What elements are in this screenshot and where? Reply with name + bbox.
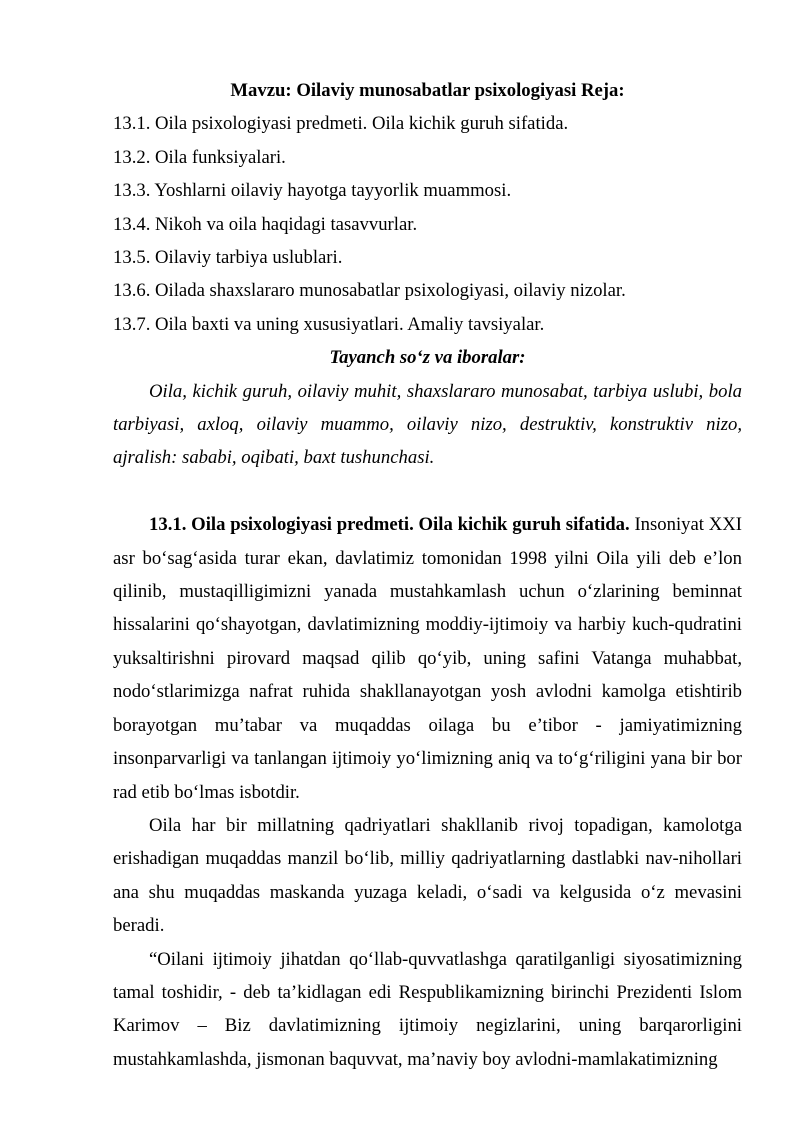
section-1-text: Insoniyat XXI asr bo‘sag‘asida turar ekan, davlatimiz tomonidan 1998 yilni Oila yili deb e’lon qilinib, mustaqilligimizni yanada mustahkamlash uchun o‘zlarining beminnat hissalarini qo‘shayotgan, davlatimizning moddiy-ijtimoiy va harbiy kuch-qudratini yuksaltirishni pirovard maqsad qilib qo‘yib, uning safini Vatanga muhabbat, nodo‘stlarimizga nafrat ruhida shakllanayotgan yosh avlodni kamolga etishtirib borayotgan mu’tabar va muqaddas oilaga bu e’tibor - jamiyatimizning insonparvarligi va tanlangan ijtimoiy yo‘limizning aniq va to‘g‘riligini yana bir bor rad etib bo‘lmas isbotdir.: [113, 514, 743, 803]
plan-item: 13.5. Oilaviy tarbiya uslublari.: [113, 247, 343, 269]
body-paragraph: “Oilani ijtimoiy jihatdan qo‘llab-quvvatlashga qaratilganligi siyosatimizning tamal toshidir, - deb ta’kidlagan edi Respublikamizning birinchi Prezidenti Islom Karimov – Biz davlatimizning ijtimoiy negizlarini, uning barqarorligini mustahkamlashda, jismonan baquvvat, ma’naviy boy avlodni-mamlakatimizning: [113, 948, 742, 1070]
body-paragraph: Oila har bir millatning qadriyatlari shakllanib rivoj topadigan, kamolotga erishadigan muqaddas manzil bo‘lib, milliy qadriyatlarning dastlabki nav-nihollari ana shu muqaddas maskanda yuzaga keladi, o‘sadi va kelgusida o‘z mevasini beradi.: [113, 814, 742, 937]
section-1-heading: 13.1. Oila psixologiyasi predmeti. Oila kichik guruh sifatida.: [149, 514, 630, 536]
keywords-paragraph: Oila, kichik guruh, oilaviy muhit, shaxslararo munosabat, tarbiya uslubi, bola tarbiyasi, axloq, oilaviy muammo, oilaviy nizo, destruktiv, konstruktiv nizo, ajralish: sababi, oqibati, baxt tushunchasi.: [113, 380, 742, 469]
section-1-paragraph: [113, 508, 742, 809]
plan-item: 13.1. Oila psixologiyasi predmeti. Oila kichik guruh sifatida.: [113, 113, 569, 135]
plan-item: 13.3. Yoshlarni oilaviy hayotga tayyorlik muammosi.: [113, 180, 512, 202]
plan-item: 13.4. Nikoh va oila haqidagi tasavvurlar.: [113, 213, 418, 235]
keywords-heading: Tayanch so‘z va iboralar:: [329, 347, 526, 369]
document-title: Mavzu: Oilaviy munosabatlar psixologiyasi Reja:: [230, 80, 625, 101]
plan-item: 13.2. Oila funksiyalari.: [113, 146, 286, 168]
plan-item: 13.7. Oila baxti va uning xususiyatlari. Amaliy tavsiyalar.: [113, 313, 545, 335]
plan-item: 13.6. Oilada shaxslararo munosabatlar psixologiyasi, oilaviy nizolar.: [113, 280, 626, 302]
